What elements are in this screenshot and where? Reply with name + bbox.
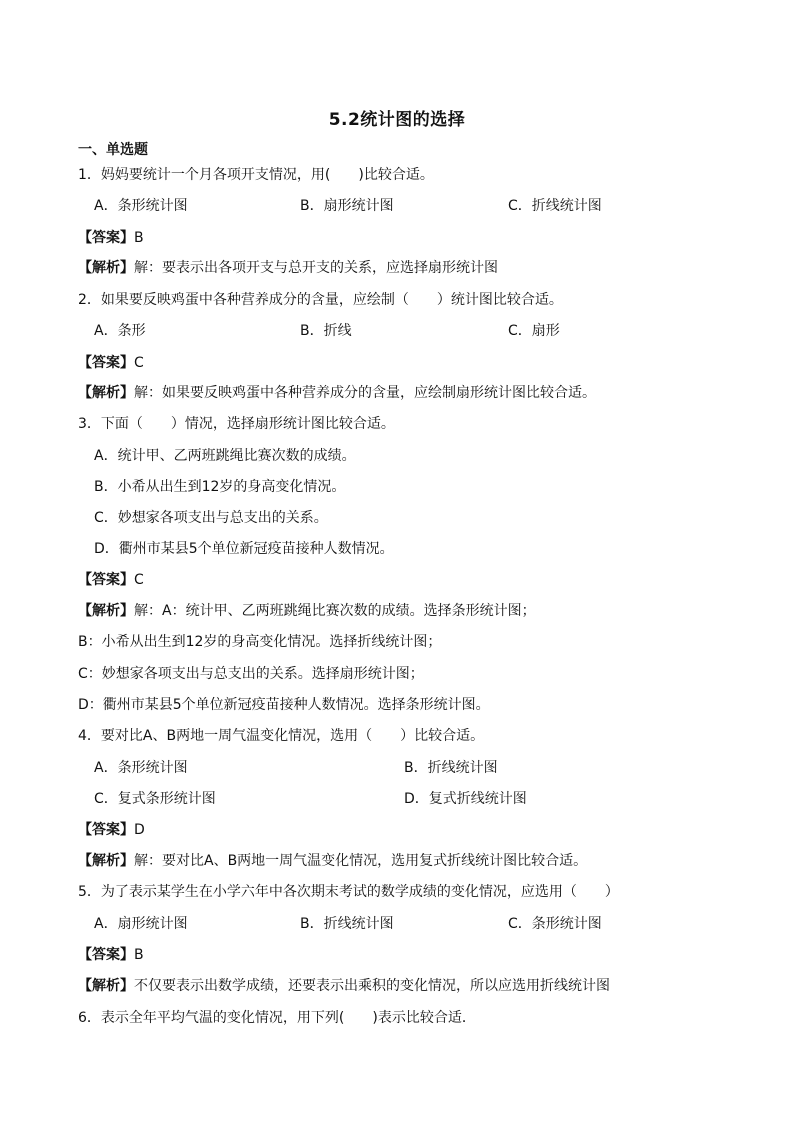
question-5-stem: 5．为了表示某学生在小学六年中各次期末考试的数学成绩的变化情况，应选用（ ） bbox=[78, 884, 619, 900]
question-4-option-b: B．折线统计图 bbox=[404, 760, 498, 776]
question-5-option-c: C．条形统计图 bbox=[508, 916, 602, 932]
question-2-option-a: A．条形 bbox=[94, 323, 146, 339]
question-4-option-d: D．复式折线统计图 bbox=[404, 791, 527, 807]
question-3-answer bbox=[78, 570, 144, 590]
question-3-option-d: D．衢州市某县5个单位新冠疫苗接种人数情况。 bbox=[94, 541, 394, 557]
analysis-text: 不仅要表示出数学成绩，还要表示出乘积的变化情况，所以应选用折线统计图 bbox=[134, 978, 610, 994]
answer-value: B bbox=[134, 947, 144, 963]
answer-value: C bbox=[134, 572, 144, 588]
answer-tag: 【答案】 bbox=[78, 822, 134, 838]
answer-value: D bbox=[134, 822, 145, 838]
question-3-analysis bbox=[78, 601, 536, 621]
analysis-text: 解：A：统计甲、乙两班跳绳比赛次数的成绩。选择条形统计图； bbox=[134, 603, 536, 619]
analysis-tag: 【解析】 bbox=[78, 385, 134, 401]
analysis-text: 解：要表示出各项开支与总开支的关系，应选择扇形统计图 bbox=[134, 260, 498, 276]
analysis-text: 解：要对比A、B两地一周气温变化情况，选用复式折线统计图比较合适。 bbox=[134, 853, 588, 869]
question-3-option-c: C．妙想家各项支出与总支出的关系。 bbox=[94, 510, 328, 526]
question-3-analysis-d: D：衢州市某县5个单位新冠疫苗接种人数情况。选择条形统计图。 bbox=[78, 697, 490, 713]
question-1-stem: 1．妈妈要统计一个月各项开支情况，用( )比较合适。 bbox=[78, 167, 434, 183]
section-title: 一、单选题 bbox=[78, 142, 148, 158]
answer-tag: 【答案】 bbox=[78, 572, 134, 588]
question-4-analysis bbox=[78, 851, 587, 871]
analysis-text: 解：如果要反映鸡蛋中各种营养成分的含量，应绘制扇形统计图比较合适。 bbox=[134, 385, 596, 401]
question-4-stem: 4．要对比A、B两地一周气温变化情况，选用（ ）比较合适。 bbox=[78, 728, 485, 744]
answer-tag: 【答案】 bbox=[78, 355, 134, 371]
question-1-answer bbox=[78, 228, 144, 248]
question-5-option-b: B．折线统计图 bbox=[300, 916, 394, 932]
question-5-answer bbox=[78, 945, 144, 965]
question-1-option-b: B．扇形统计图 bbox=[300, 198, 394, 214]
question-3-option-b: B．小希从出生到12岁的身高变化情况。 bbox=[94, 479, 346, 495]
question-6-stem: 6．表示全年平均气温的变化情况，用下列( )表示比较合适． bbox=[78, 1010, 476, 1026]
analysis-tag: 【解析】 bbox=[78, 853, 134, 869]
question-2-option-c: C．扇形 bbox=[508, 323, 560, 339]
question-1-option-c: C．折线统计图 bbox=[508, 198, 602, 214]
question-3-option-a: A．统计甲、乙两班跳绳比赛次数的成绩。 bbox=[94, 448, 356, 464]
page-title: 5.2统计图的选择 bbox=[328, 110, 466, 130]
answer-value: B bbox=[134, 230, 144, 246]
question-4-option-c: C．复式条形统计图 bbox=[94, 791, 216, 807]
question-1-option-a: A．条形统计图 bbox=[94, 198, 188, 214]
question-4-answer bbox=[78, 820, 145, 840]
analysis-tag: 【解析】 bbox=[78, 603, 134, 619]
question-1-analysis bbox=[78, 258, 498, 278]
answer-tag: 【答案】 bbox=[78, 947, 134, 963]
answer-tag: 【答案】 bbox=[78, 230, 134, 246]
question-2-answer bbox=[78, 353, 144, 373]
question-3-stem: 3．下面（ ）情况，选择扇形统计图比较合适。 bbox=[78, 416, 395, 432]
question-3-analysis-b: B：小希从出生到12岁的身高变化情况。选择折线统计图； bbox=[78, 634, 442, 650]
analysis-tag: 【解析】 bbox=[78, 260, 134, 276]
question-5-option-a: A．扇形统计图 bbox=[94, 916, 188, 932]
question-3-analysis-c: C：妙想家各项支出与总支出的关系。选择扇形统计图； bbox=[78, 666, 424, 682]
analysis-tag: 【解析】 bbox=[78, 978, 134, 994]
question-2-option-b: B．折线 bbox=[300, 323, 352, 339]
question-2-analysis bbox=[78, 383, 596, 403]
question-5-analysis bbox=[78, 976, 610, 996]
question-4-option-a: A．条形统计图 bbox=[94, 760, 188, 776]
answer-value: C bbox=[134, 355, 144, 371]
question-2-stem: 2．如果要反映鸡蛋中各种营养成分的含量，应绘制（ ）统计图比较合适。 bbox=[78, 292, 563, 308]
